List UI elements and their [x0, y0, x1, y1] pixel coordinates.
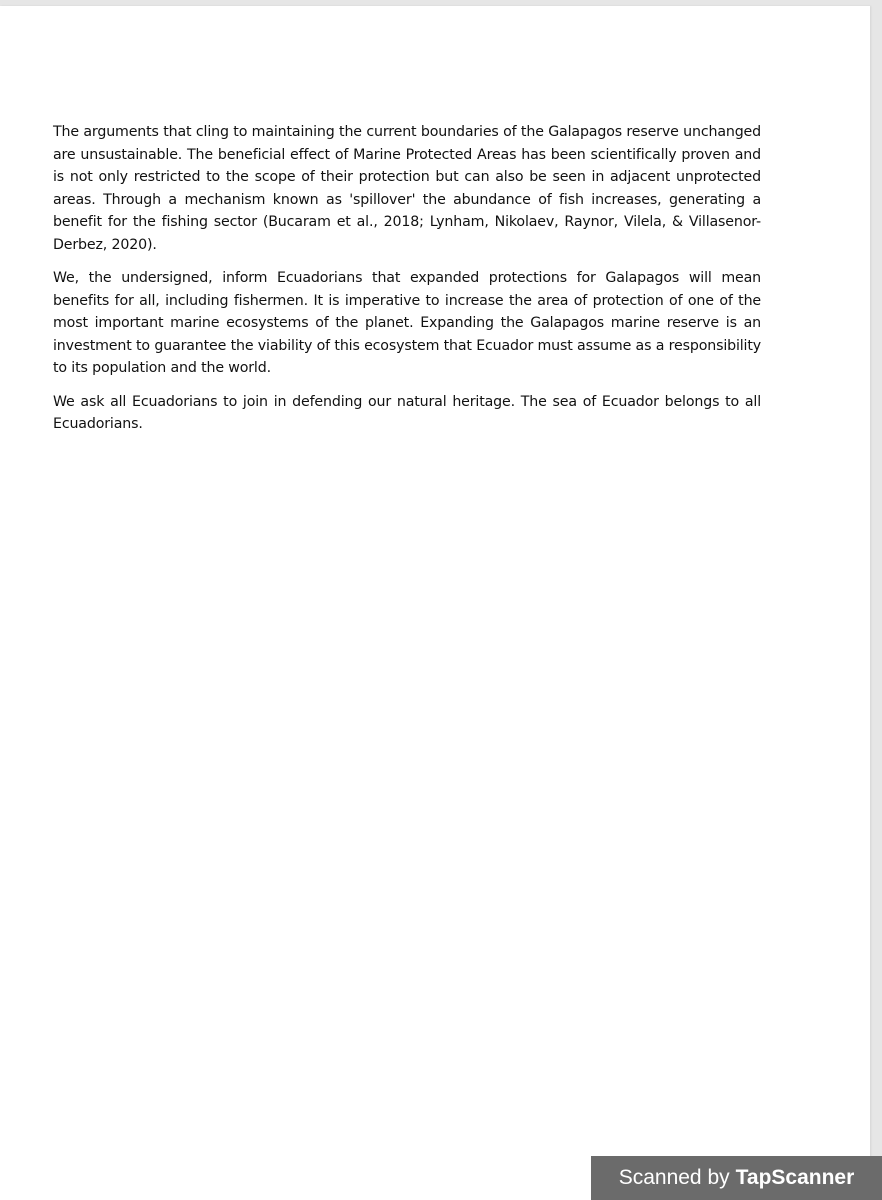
- document-body: [53, 121, 761, 447]
- paragraph-undersigned: We, the undersigned, inform Ecuadorians that expanded protections for Galapagos will mean benefits for all, including fishermen. It is imperative to increase the area of protection of one of the most important marine ecosystems of the planet. Expanding the Galapagos marine reserve is an investment to guarantee the viability of this ecosystem that Ecuador must assume as a responsibility to its population and the world.: [53, 270, 761, 376]
- watermark-prefix: Scanned by: [618, 1166, 730, 1189]
- scanner-watermark: [591, 1156, 882, 1200]
- watermark-brand: TapScanner: [735, 1166, 855, 1189]
- paragraph-spillover: The arguments that cling to maintaining the current boundaries of the Galapagos reserve unchanged are unsustainable. The beneficial effect of Marine Protected Areas has been scientifically proven and is not only restricted to the scope of their protection but can also be seen in adjacent unprotected areas. Through a mechanism known as 'spillover' the abundance of fish increases, generating a benefit for the fishing sector (Bucaram et al., 2018; Lynham, Nikolaev, Raynor, Vilela, & Villasenor-Derbez, 2020).: [53, 124, 761, 253]
- document-page: [0, 6, 870, 1200]
- paragraph-call-to-action: We ask all Ecuadorians to join in defending our natural heritage. The sea of Ecuador belongs to all Ecuadorians.: [53, 393, 761, 432]
